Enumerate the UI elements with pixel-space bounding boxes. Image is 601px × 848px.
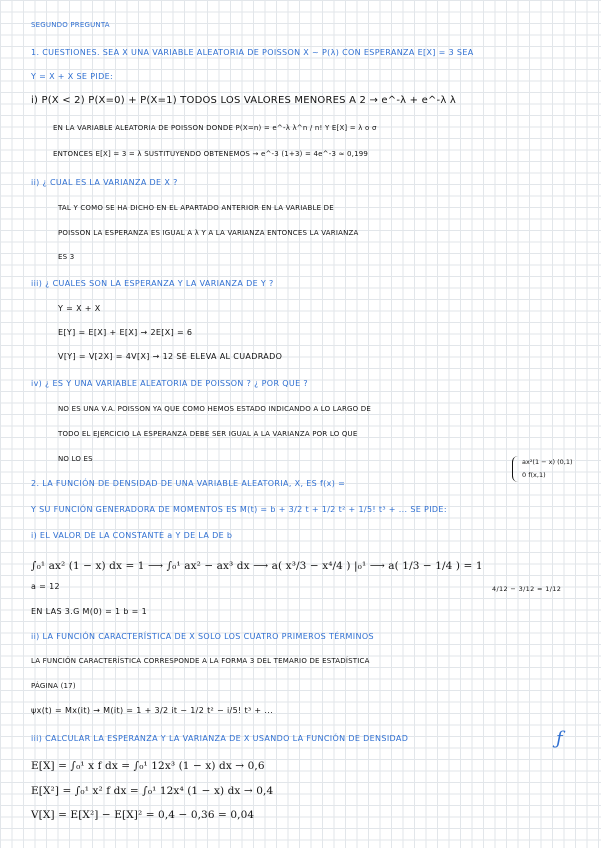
answer-i-result: ENTONCES E[X] = 3 = λ SUSTITUYENDO OBTENEMOS → e^-3 (1+3) = 4e^-3 ≈ 0,199 — [53, 150, 369, 158]
density-case-2: 0 f(x,1) — [522, 471, 546, 479]
fraction-result: 4/12 − 3/12 = 1/12 — [492, 585, 562, 593]
answer-2-ii-line1: LA FUNCIÓN CARACTERÍSTICA CORRESPONDE A LA FORMA 3 DEL TEMARIO DE ESTADÍSTICA — [31, 657, 370, 665]
answer-ii-line2: POISSON LA ESPERANZA ES IGUAL A λ Y A LA VARIANZA ENTONCES LA VARIANZA — [58, 229, 359, 237]
question-2-mgf: Y SU FUNCIÓN GENERADORA DE MOMENTOS ES M(t) = b + 3/2 t + 1/2 t² + 1/5! t³ + ... SE PIDE: — [31, 505, 447, 514]
question-iv: iv) ¿ ES Y UNA VARIABLE ALEATORIA DE POISSON ? ¿ POR QUE ? — [31, 379, 309, 388]
answer-iii-line1: Y = X + X — [58, 304, 101, 313]
density-definition — [522, 456, 573, 482]
answer-2-ii-line2: PÁGINA (17) — [31, 682, 76, 690]
question-2-statement: 2. LA FUNCIÓN DE DENSIDAD DE UNA VARIABLE ALEATORIA, X, ES f(x) = — [31, 479, 346, 488]
question-ii: ii) ¿ CUAL ES LA VARIANZA DE X ? — [31, 178, 178, 187]
answer-i-poisson: EN LA VARIABLE ALEATORIA DE POISSON DONDE P(X=n) = e^-λ λ^n / n! Y E[X] = λ o σ — [53, 124, 377, 132]
page-title: SEGUNDO PREGUNTA — [31, 21, 110, 29]
constant-b-line: EN LAS 3.G M(0) = 1 b = 1 — [31, 607, 148, 616]
density-case-1: ax²(1 − x) (0,1) — [522, 458, 573, 466]
answer-ii-line1: TAL Y COMO SE HA DICHO EN EL APARTADO ANTERIOR EN LA VARIABLE DE — [58, 204, 334, 212]
piecewise-brace — [512, 456, 521, 482]
question-2-iii: iii) CALCULAR LA ESPERANZA Y LA VARIANZA DE X USANDO LA FUNCIÓN DE DENSIDAD — [31, 734, 409, 743]
f-letter-icon: ƒ — [556, 728, 563, 749]
second-moment-line: E[X²] = ∫₀¹ x² f dx = ∫₀¹ 12x⁴ (1 − x) dx → 0,4 — [31, 785, 274, 797]
answer-i-line: i) P(X < 2) P(X=0) + P(X=1) TODOS LOS VALORES MENORES A 2 → e^-λ + e^-λ λ — [31, 95, 456, 106]
answer-iii-line3: V[Y] = V[2X] = 4V[X] → 12 SE ELEVA AL CUADRADO — [58, 352, 283, 361]
characteristic-function: ψx(t) = Mx(it) → M(it) = 1 + 3/2 it − 1/2 t² − i/5! t³ + ... — [31, 706, 274, 715]
question-2-ii: ii) LA FUNCIÓN CARACTERÍSTICA DE X SOLO LOS CUATRO PRIMEROS TÉRMINOS — [31, 632, 374, 641]
expectation-line: E[X] = ∫₀¹ x f dx = ∫₀¹ 12x³ (1 − x) dx → 0,6 — [31, 760, 265, 772]
constant-a-value: a = 12 — [31, 582, 60, 591]
answer-ii-line3: ES 3 — [58, 253, 75, 261]
question-iii: iii) ¿ CUALES SON LA ESPERANZA Y LA VARIANZA DE Y ? — [31, 279, 274, 288]
question-1-statement: 1. CUESTIONES. SEA X UNA VARIABLE ALEATORIA DE POISSON X ~ P(λ) CON ESPERANZA E[X] = 3 SEA — [31, 48, 474, 57]
question-2-i: i) EL VALOR DE LA CONSTANTE a Y DE LA DE b — [31, 531, 233, 540]
question-1-statement-cont: Y = X + X SE PIDE: — [31, 72, 114, 81]
answer-iv-line3: NO LO ES — [58, 455, 93, 463]
answer-iii-line2: E[Y] = E[X] + E[X] → 2E[X] = 6 — [58, 328, 193, 337]
integral-constant-a: ∫₀¹ ax² (1 − x) dx = 1 ⟶ ∫₀¹ ax² − ax³ dx ⟶ a( x³/3 − x⁴/4 ) |₀¹ ⟶ a( 1/3 − 1/4 ) = 1 — [31, 560, 483, 572]
answer-iv-line1: NO ES UNA V.A. POISSON YA QUE COMO HEMOS ESTADO INDICANDO A LO LARGO DE — [58, 405, 372, 413]
variance-line: V[X] = E[X²] − E[X]² = 0,4 − 0,36 = 0,04 — [31, 809, 255, 821]
answer-iv-line2: TODO EL EJERCICIO LA ESPERANZA DEBE SER IGUAL A LA VARIANZA POR LO QUE — [58, 430, 358, 438]
